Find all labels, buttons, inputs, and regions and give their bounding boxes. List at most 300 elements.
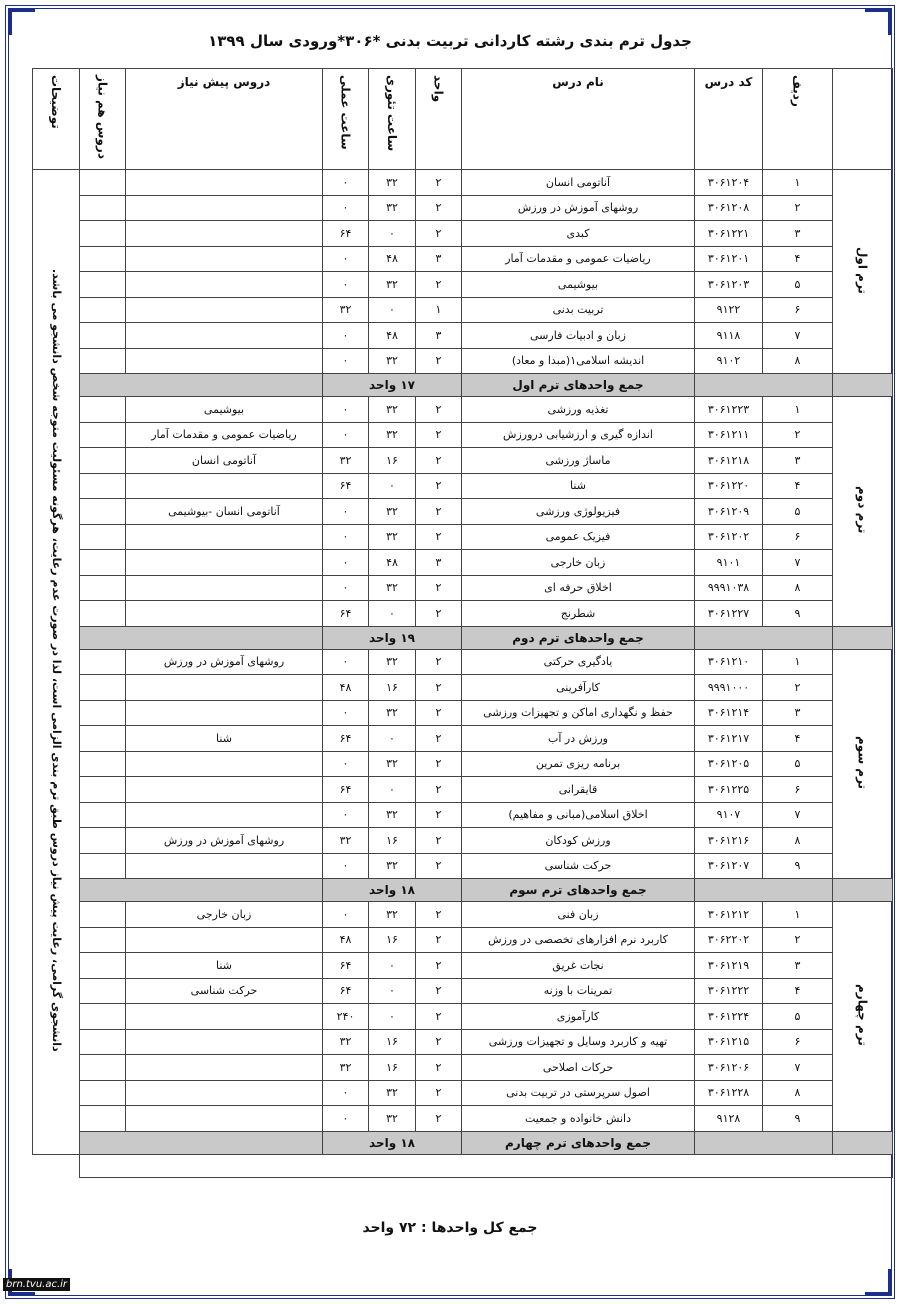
- term-label: ترم چهارم: [833, 902, 893, 1132]
- practical-hours: ۰: [323, 499, 369, 525]
- row-number: ۲: [763, 927, 833, 953]
- practical-hours: ۴۸: [323, 927, 369, 953]
- course-units: ۲: [416, 575, 462, 601]
- course-units: ۲: [416, 978, 462, 1004]
- table-row: [33, 853, 893, 879]
- course-name: روشهای آموزش در ورزش: [462, 195, 695, 221]
- course-name: تربیت بدنی: [462, 297, 695, 323]
- notes-cell: دانشجوی گرامی، رعایت پیش نیاز دروس طبق ترم بندی الزامی است، لذا در صورت عدم رعایت، هرگونه مسئولیت متوجه شخص دانشجو می باشد.: [33, 170, 80, 1155]
- course-name: شنا: [462, 473, 695, 499]
- table-row: [33, 195, 893, 221]
- prerequisite: بیوشیمی: [126, 397, 323, 423]
- practical-hours: ۰: [323, 195, 369, 221]
- corequisite: [80, 649, 126, 675]
- course-units: ۲: [416, 1029, 462, 1055]
- course-code: ۳۰۶۱۲۱۸: [695, 448, 763, 474]
- term-sum-label: جمع واحدهای ترم اول: [462, 374, 695, 397]
- table-row: [33, 927, 893, 953]
- practical-hours: ۰: [323, 700, 369, 726]
- course-name: ماساژ ورزشی: [462, 448, 695, 474]
- practical-hours: ۰: [323, 524, 369, 550]
- prerequisite: [126, 853, 323, 879]
- row-number: ۷: [763, 550, 833, 576]
- course-name: شطرنج: [462, 601, 695, 627]
- course-code: ۳۰۶۱۲۰۳: [695, 272, 763, 298]
- corequisite: [80, 550, 126, 576]
- sum-spacer: [833, 1131, 893, 1154]
- practical-hours: ۰: [323, 649, 369, 675]
- sum-spacer: [833, 374, 893, 397]
- course-name: فیزیولوژی ورزشی: [462, 499, 695, 525]
- theory-hours: ۳۲: [369, 1106, 416, 1132]
- practical-hours: ۳۲: [323, 828, 369, 854]
- course-code: ۳۰۶۱۲۱۱: [695, 422, 763, 448]
- course-name: زبان و ادبیات فارسی: [462, 323, 695, 349]
- theory-hours: ۱۶: [369, 1055, 416, 1081]
- course-units: ۲: [416, 902, 462, 928]
- prerequisite: [126, 195, 323, 221]
- prerequisite: [126, 927, 323, 953]
- course-code: ۹۹۹۱۰۳۸: [695, 575, 763, 601]
- prerequisite: [126, 1055, 323, 1081]
- course-name: ریاضیات عمومی و مقدمات آمار: [462, 246, 695, 272]
- theory-hours: ۰: [369, 601, 416, 627]
- table-row: [33, 575, 893, 601]
- prerequisite: [126, 323, 323, 349]
- corequisite: [80, 601, 126, 627]
- prerequisite: [126, 473, 323, 499]
- course-units: ۲: [416, 649, 462, 675]
- row-number: ۲: [763, 675, 833, 701]
- table-row: [33, 978, 893, 1004]
- practical-hours: ۶۴: [323, 473, 369, 499]
- practical-hours: ۰: [323, 802, 369, 828]
- row-number: ۴: [763, 978, 833, 1004]
- theory-hours: ۴۸: [369, 323, 416, 349]
- course-code: ۳۰۶۱۲۰۱: [695, 246, 763, 272]
- course-units: ۲: [416, 802, 462, 828]
- course-name: فیزیک عمومی: [462, 524, 695, 550]
- page-title: جدول ترم بندی رشته کاردانی تربیت بدنی *۳۰۶*ورودی سال ۱۳۹۹: [208, 32, 692, 50]
- prerequisite: [126, 550, 323, 576]
- term-label: ترم دوم: [833, 397, 893, 627]
- row-number: ۳: [763, 953, 833, 979]
- sum-spacer: [695, 374, 833, 397]
- practical-hours: ۰: [323, 323, 369, 349]
- practical-hours: ۰: [323, 170, 369, 196]
- theory-hours: ۰: [369, 1004, 416, 1030]
- total-units: جمع کل واحدها : ۷۲ واحد: [362, 1220, 538, 1236]
- course-units: ۲: [416, 1004, 462, 1030]
- course-code: ۳۰۶۱۲۱۵: [695, 1029, 763, 1055]
- table-row: [33, 524, 893, 550]
- prerequisite: [126, 221, 323, 247]
- theory-hours: ۳۲: [369, 170, 416, 196]
- theory-hours: ۳۲: [369, 700, 416, 726]
- practical-hours: ۶۴: [323, 777, 369, 803]
- prerequisite: روشهای آموزش در ورزش: [126, 649, 323, 675]
- header-theory: ساعت تئوری: [369, 69, 416, 170]
- row-number: ۵: [763, 1004, 833, 1030]
- row-number: ۸: [763, 575, 833, 601]
- table-row: [33, 751, 893, 777]
- theory-hours: ۰: [369, 953, 416, 979]
- prerequisite: زبان خارجی: [126, 902, 323, 928]
- prerequisite: [126, 751, 323, 777]
- practical-hours: ۰: [323, 902, 369, 928]
- corequisite: [80, 828, 126, 854]
- corequisite: [80, 927, 126, 953]
- course-name: کارآفرینی: [462, 675, 695, 701]
- row-number: ۴: [763, 473, 833, 499]
- row-number: ۲: [763, 195, 833, 221]
- row-number: ۵: [763, 272, 833, 298]
- prerequisite: ریاضیات عمومی و مقدمات آمار: [126, 422, 323, 448]
- course-units: ۲: [416, 953, 462, 979]
- course-name: برنامه ریزی تمرین: [462, 751, 695, 777]
- practical-hours: ۰: [323, 246, 369, 272]
- course-name: نجات غریق: [462, 953, 695, 979]
- course-name: اخلاق حرفه ای: [462, 575, 695, 601]
- corequisite: [80, 473, 126, 499]
- course-code: ۹۱۱۸: [695, 323, 763, 349]
- course-units: ۳: [416, 246, 462, 272]
- sum-spacer: [695, 879, 833, 902]
- course-code: ۹۱۲۲: [695, 297, 763, 323]
- sum-spacer: [695, 1131, 833, 1154]
- corequisite: [80, 853, 126, 879]
- table-row: [33, 1029, 893, 1055]
- theory-hours: ۳۲: [369, 422, 416, 448]
- course-units: ۲: [416, 777, 462, 803]
- course-code: ۳۰۶۱۲۲۰: [695, 473, 763, 499]
- practical-hours: ۰: [323, 422, 369, 448]
- row-number: ۸: [763, 1080, 833, 1106]
- row-number: ۷: [763, 1055, 833, 1081]
- course-units: ۲: [416, 828, 462, 854]
- header-practical: ساعت عملی: [323, 69, 369, 170]
- course-code: ۳۰۶۱۲۲۷: [695, 601, 763, 627]
- term-label: ترم سوم: [833, 649, 893, 879]
- row-number: ۳: [763, 700, 833, 726]
- corequisite: [80, 1080, 126, 1106]
- theory-hours: ۴۸: [369, 550, 416, 576]
- practical-hours: ۰: [323, 348, 369, 374]
- row-number: ۱: [763, 902, 833, 928]
- course-name: تغذیه ورزشی: [462, 397, 695, 423]
- prerequisite: [126, 1080, 323, 1106]
- course-name: حرکات اصلاحی: [462, 1055, 695, 1081]
- table-row: [33, 649, 893, 675]
- course-code: ۳۰۶۱۲۰۷: [695, 853, 763, 879]
- header-code: کد درس: [695, 69, 763, 170]
- table-row: [33, 221, 893, 247]
- corequisite: [80, 1029, 126, 1055]
- sum-spacer: [80, 374, 323, 397]
- practical-hours: ۰: [323, 272, 369, 298]
- header-prereq: دروس پیش نیاز: [126, 69, 323, 170]
- prerequisite: [126, 524, 323, 550]
- corequisite: [80, 348, 126, 374]
- practical-hours: ۰: [323, 751, 369, 777]
- row-number: ۱: [763, 649, 833, 675]
- table-bottom-row: [33, 1154, 893, 1177]
- course-name: کبدی: [462, 221, 695, 247]
- course-units: ۲: [416, 1106, 462, 1132]
- table-row: [33, 953, 893, 979]
- course-units: ۲: [416, 726, 462, 752]
- row-number: ۷: [763, 323, 833, 349]
- course-name: اندازه گیری و ارزشیابی درورزش: [462, 422, 695, 448]
- corequisite: [80, 978, 126, 1004]
- course-name: کارآموزی: [462, 1004, 695, 1030]
- practical-hours: ۶۴: [323, 953, 369, 979]
- course-units: ۲: [416, 397, 462, 423]
- practical-hours: ۳۲: [323, 297, 369, 323]
- practical-hours: ۰: [323, 1080, 369, 1106]
- course-name: اندیشه اسلامی۱(مبدا و معاد): [462, 348, 695, 374]
- table-row: [33, 675, 893, 701]
- course-units: ۲: [416, 700, 462, 726]
- course-code: ۳۰۶۱۲۱۰: [695, 649, 763, 675]
- course-units: ۲: [416, 927, 462, 953]
- corequisite: [80, 195, 126, 221]
- corequisite: [80, 777, 126, 803]
- watermark: brn.tvu.ac.ir: [3, 1278, 70, 1291]
- theory-hours: ۰: [369, 297, 416, 323]
- practical-hours: ۰: [323, 550, 369, 576]
- header-coreq: دروس هم نیاز: [80, 69, 126, 170]
- course-code: ۳۰۶۱۲۰۹: [695, 499, 763, 525]
- table-row: [33, 1106, 893, 1132]
- theory-hours: ۳۲: [369, 348, 416, 374]
- row-number: ۹: [763, 1106, 833, 1132]
- theory-hours: ۳۲: [369, 272, 416, 298]
- practical-hours: ۰: [323, 853, 369, 879]
- practical-hours: ۶۴: [323, 978, 369, 1004]
- course-units: ۲: [416, 422, 462, 448]
- sum-spacer: [833, 879, 893, 902]
- term-label: ترم اول: [833, 170, 893, 374]
- table-row: [33, 601, 893, 627]
- course-code: ۳۰۶۱۲۰۸: [695, 195, 763, 221]
- course-units: ۳: [416, 550, 462, 576]
- row-number: ۲: [763, 422, 833, 448]
- table-row: [33, 902, 893, 928]
- theory-hours: ۳۲: [369, 499, 416, 525]
- course-name: دانش خانواده و جمعیت: [462, 1106, 695, 1132]
- course-code: ۳۰۶۱۲۱۶: [695, 828, 763, 854]
- table-body: [33, 170, 893, 1178]
- sum-spacer: [80, 626, 323, 649]
- table-row: [33, 700, 893, 726]
- theory-hours: ۳۲: [369, 649, 416, 675]
- course-code: ۹۱۰۷: [695, 802, 763, 828]
- course-units: ۱: [416, 297, 462, 323]
- theory-hours: ۱۶: [369, 1029, 416, 1055]
- course-code: ۳۰۶۱۲۲۴: [695, 1004, 763, 1030]
- row-number: ۸: [763, 348, 833, 374]
- prerequisite: [126, 1106, 323, 1132]
- sum-spacer: [80, 1131, 323, 1154]
- course-name: تمرینات با وزنه: [462, 978, 695, 1004]
- table-row: [33, 422, 893, 448]
- course-name: ورزش در آب: [462, 726, 695, 752]
- course-units: ۲: [416, 601, 462, 627]
- curriculum-table: [32, 68, 893, 1178]
- theory-hours: ۳۲: [369, 902, 416, 928]
- row-number: ۱: [763, 170, 833, 196]
- row-number: ۳: [763, 448, 833, 474]
- course-code: ۳۰۶۱۲۰۶: [695, 1055, 763, 1081]
- corequisite: [80, 170, 126, 196]
- prerequisite: [126, 1004, 323, 1030]
- practical-hours: ۴۸: [323, 675, 369, 701]
- course-name: اصول سرپرستی در تربیت بدنی: [462, 1080, 695, 1106]
- course-name: حفظ و نگهداری اماکن و تجهیزات ورزشی: [462, 700, 695, 726]
- theory-hours: ۳۲: [369, 524, 416, 550]
- course-units: ۲: [416, 751, 462, 777]
- table-row: [33, 726, 893, 752]
- corequisite: [80, 675, 126, 701]
- row-number: ۴: [763, 246, 833, 272]
- header-row-no: ردیف: [763, 69, 833, 170]
- header-notes: توضیحات: [33, 69, 80, 170]
- course-code: ۳۰۶۱۲۲۸: [695, 1080, 763, 1106]
- course-name: حرکت شناسی: [462, 853, 695, 879]
- term-sum-row: [33, 626, 893, 649]
- course-units: ۲: [416, 348, 462, 374]
- corequisite: [80, 700, 126, 726]
- course-name: آناتومی انسان: [462, 170, 695, 196]
- theory-hours: ۳۲: [369, 1080, 416, 1106]
- theory-hours: ۰: [369, 221, 416, 247]
- border-corner: [865, 9, 891, 35]
- table-row: [33, 1004, 893, 1030]
- course-code: ۳۰۶۱۲۱۷: [695, 726, 763, 752]
- prerequisite: [126, 575, 323, 601]
- term-header: [833, 69, 893, 170]
- table-row: [33, 802, 893, 828]
- prerequisite: [126, 700, 323, 726]
- practical-hours: ۰: [323, 1106, 369, 1132]
- prerequisite: حرکت شناسی: [126, 978, 323, 1004]
- course-code: ۳۰۶۱۲۱۹: [695, 953, 763, 979]
- course-units: ۲: [416, 448, 462, 474]
- table-row: [33, 1055, 893, 1081]
- row-number: ۹: [763, 853, 833, 879]
- course-name: قایقرانی: [462, 777, 695, 803]
- table-row: [33, 828, 893, 854]
- practical-hours: ۶۴: [323, 726, 369, 752]
- term-sum-value: ۱۷ واحد: [323, 374, 462, 397]
- table-row: [33, 777, 893, 803]
- course-units: ۲: [416, 499, 462, 525]
- table-row: [33, 272, 893, 298]
- term-sum-row: [33, 1131, 893, 1154]
- corequisite: [80, 1106, 126, 1132]
- prerequisite: [126, 297, 323, 323]
- course-code: ۳۰۶۱۲۰۵: [695, 751, 763, 777]
- course-name: تهیه و کاربرد وسایل و تجهیزات ورزشی: [462, 1029, 695, 1055]
- theory-hours: ۱۶: [369, 927, 416, 953]
- practical-hours: ۰: [323, 575, 369, 601]
- theory-hours: ۱۶: [369, 828, 416, 854]
- row-number: ۵: [763, 751, 833, 777]
- theory-hours: ۴۸: [369, 246, 416, 272]
- corequisite: [80, 422, 126, 448]
- corequisite: [80, 726, 126, 752]
- border-corner: [9, 9, 35, 35]
- sum-spacer: [833, 626, 893, 649]
- sum-spacer: [80, 879, 323, 902]
- course-units: ۲: [416, 170, 462, 196]
- corequisite: [80, 1004, 126, 1030]
- term-sum-label: جمع واحدهای ترم چهارم: [462, 1131, 695, 1154]
- corequisite: [80, 272, 126, 298]
- row-number: ۵: [763, 499, 833, 525]
- theory-hours: ۰: [369, 473, 416, 499]
- course-name: یادگیری حرکتی: [462, 649, 695, 675]
- course-code: ۳۰۶۱۲۰۴: [695, 170, 763, 196]
- course-code: ۹۱۲۸: [695, 1106, 763, 1132]
- term-sum-row: [33, 374, 893, 397]
- prerequisite: [126, 675, 323, 701]
- row-number: ۶: [763, 297, 833, 323]
- practical-hours: ۶۴: [323, 221, 369, 247]
- corequisite: [80, 397, 126, 423]
- course-code: ۳۰۶۲۲۰۲: [695, 927, 763, 953]
- term-sum-label: جمع واحدهای ترم سوم: [462, 879, 695, 902]
- term-sum-row: [33, 879, 893, 902]
- theory-hours: ۳۲: [369, 853, 416, 879]
- course-units: ۲: [416, 272, 462, 298]
- theory-hours: ۰: [369, 777, 416, 803]
- corequisite: [80, 575, 126, 601]
- practical-hours: ۳۲: [323, 1055, 369, 1081]
- row-number: ۷: [763, 802, 833, 828]
- course-name: بیوشیمی: [462, 272, 695, 298]
- row-number: ۶: [763, 1029, 833, 1055]
- theory-hours: ۰: [369, 978, 416, 1004]
- term-sum-value: ۱۸ واحد: [323, 879, 462, 902]
- prerequisite: [126, 348, 323, 374]
- row-number: ۴: [763, 726, 833, 752]
- prerequisite: آناتومی انسان: [126, 448, 323, 474]
- theory-hours: ۱۶: [369, 448, 416, 474]
- practical-hours: ۳۲: [323, 1029, 369, 1055]
- theory-hours: ۰: [369, 726, 416, 752]
- header-name: نام درس: [462, 69, 695, 170]
- course-units: ۳: [416, 323, 462, 349]
- term-sum-value: ۱۸ واحد: [323, 1131, 462, 1154]
- corequisite: [80, 802, 126, 828]
- course-units: ۲: [416, 473, 462, 499]
- table-row: [33, 170, 893, 196]
- theory-hours: ۱۶: [369, 675, 416, 701]
- corequisite: [80, 448, 126, 474]
- theory-hours: ۳۲: [369, 397, 416, 423]
- table-row: [33, 348, 893, 374]
- corequisite: [80, 221, 126, 247]
- corequisite: [80, 1055, 126, 1081]
- row-number: ۶: [763, 777, 833, 803]
- course-units: ۲: [416, 524, 462, 550]
- table-row: [33, 397, 893, 423]
- table-row: [33, 246, 893, 272]
- course-units: ۲: [416, 1080, 462, 1106]
- term-sum-label: جمع واحدهای ترم دوم: [462, 626, 695, 649]
